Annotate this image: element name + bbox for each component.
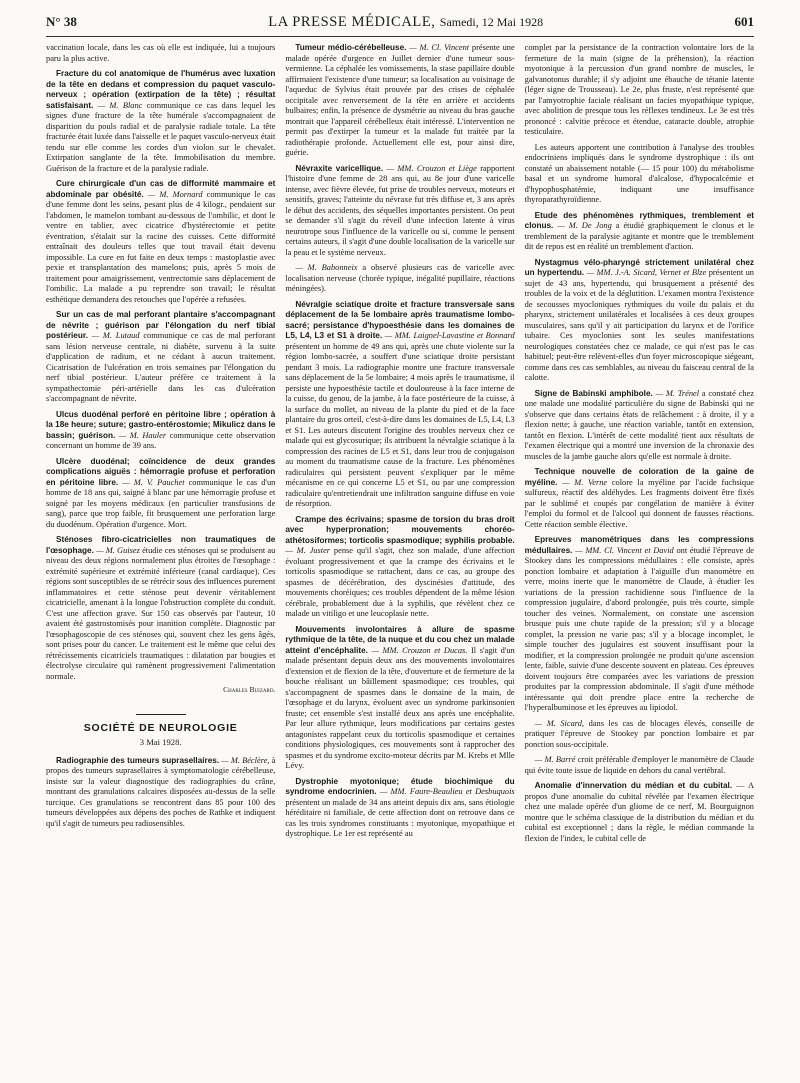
article-entry bbox=[525, 755, 754, 776]
article-author: — M. Sicard, bbox=[534, 718, 585, 728]
article-author: — M. Babonneix bbox=[295, 263, 358, 272]
article-entry bbox=[285, 625, 514, 772]
issue-number: N° 38 bbox=[46, 14, 77, 29]
article-title: Cure chirurgicale d'un cas de difformité mammaire et abdominale par obésité. bbox=[46, 179, 276, 199]
article-entry bbox=[285, 777, 514, 840]
article-author: — M. Barré bbox=[534, 755, 576, 764]
article-body: colore la myéline par l'acide fuchsique sulfureux, réactif des aldéhydes. Les fragments doivent être fixés par le sublimé et coupés par congélation de manière à éviter l'emploi du formol et de l'alcool qui donnent de fausses réactions. Cette réaction semble élective. bbox=[524, 477, 754, 529]
article-body: présentent un malade de 34 ans atteint depuis dix ans, sans étiologie héréditaire ni familiale, de cette affection dont on retrouve dans ce cas les trois syndromes constituants : myotonique, myopathique et dystrophique. Le 1er est représenté au bbox=[285, 797, 515, 838]
article-author: — MM. Cl. Vincent et David bbox=[575, 545, 674, 555]
article-entry bbox=[46, 310, 275, 405]
article-body: présentent un homme de 49 ans qui, après une chute violente sur la région lombo-sacrée, a souffert d'une sciatique droite persistant pendant 3 mois. La radiographie montre une fracture transversale sans déplacement de la 5e lombaire; 4 mois après le traumatisme, il persiste une hypoesthésie tactile et douloureuse à la face interne de la cuisse, du genou, de la jambe, à la face postérieure de la cuisse, à la surface du mollet, au niveau de la plante du pied et de la face plantaire du gros orteil, c'est-à-dire dans les domaines de L5, L4, L3 et S1. Les auteurs discutent l'origine des troubles nerveux chez ce malade qui est glycosurique; ils attribuent la névralgie sciatique à la compression des racines de L5 et S1, dans leur trou de conjugaison au moment du traumatisme cause de la fracture. Les phénomènes radiculaires qui persistent peuvent s'expliquer par le même mécanisme en ce qui concerne L5 et S1, ou par une compression radiculaire qu'entretiendrait une infiltration sanguine diffuse en voie de résorption. bbox=[285, 341, 515, 508]
article-entry bbox=[46, 179, 275, 305]
article-title: Névraxite varicellique. bbox=[295, 163, 384, 173]
article-body: dans les cas de blocages élevés, conseille de pratiquer l'épreuve de Stookey par ponction lombaire et par ponction sous-occipitale. bbox=[524, 718, 754, 749]
article-title: Technique nouvelle de coloration de la gaine de myéline. bbox=[524, 467, 754, 487]
article-entry bbox=[525, 781, 754, 844]
article-author: — M. Lutaud bbox=[91, 331, 140, 340]
article-author: — M. Hauler bbox=[118, 430, 167, 440]
report-signature: Charles Buizard. bbox=[223, 685, 276, 694]
article-author: — MM. J.-A. Sicard, Vernet et Blze bbox=[586, 268, 707, 277]
article-author: — M. Mornard bbox=[147, 189, 203, 199]
article-title: Etude des phénomènes rythmiques, tremblement et clonus. bbox=[524, 210, 754, 230]
article-entry bbox=[525, 258, 754, 384]
article-title: Nystagmus vélo-pharyngé strictement unilatéral chez un hypertendu. bbox=[524, 257, 754, 277]
article-title: Sur un cas de mal perforant plantaire s'accompagnant de névrite ; guérison par l'élongation du nerf tibial postérieur. bbox=[46, 310, 276, 340]
article-body: communique ce cas dans lequel les signes d'une fracture de la tête humérale s'accompagnaient de disparition du pouls radial et de paralysie radiale totale. La tête fracturée était luxée dans l'aisselle et le paquet vasculo-nerveux était tendu sur elle comme les cordes d'un violon sur le chevalet. Extirpation sanglante de la tête. Immobilisation du membre. Guérison de la fracture et de la paralysie radiale. bbox=[46, 100, 276, 173]
article-title: Ulcère duodénal; coïncidence de deux grandes complications aiguës : hémorragie profuse et perforation en péritoine libre. bbox=[46, 456, 276, 487]
article-title: Radiographie des tumeurs suprasellaires. bbox=[56, 755, 220, 765]
article-body: a étudié graphiquement le clonus et le tremblement de la paralysie agitante et montre que le tremblement dit de repos est en réalité un tremblement d'action. bbox=[524, 221, 754, 251]
article-body: — A propos d'une anomalie du cubital révélée par l'examen électrique chez une malade opérée d'un gliome de ce nerf, M. Bourguignon montre que le schéma classique de la distribution du médian et du cubital est exceptionnel ; dans la règle, le médian commande la flexion de l'index, le cubital celle de bbox=[524, 781, 754, 843]
article-author: — MM. Crouzon et Liège bbox=[386, 163, 477, 173]
article-body: croit préférable d'employer le manomètre de Claude qui évite toute issue de liquide en dehors du canal vertébral. bbox=[524, 755, 754, 775]
article-body: pense qu'il s'agit, chez son malade, d'une affection évoluant progressivement et que la crampe des écrivains et le torticolis spasmodique se rattachent, dans ce cas, au groupe des spasmes de décérébration, des dyscinésies d'attitude, des mouvements choréiques; ces troubles dépendent de la même lésion cérébrale, probablement due à la syphilis, que révèlent chez ce malade un vitiligo et une leucoplasie nette. bbox=[285, 546, 515, 618]
article-author: — M. Blanc bbox=[97, 100, 143, 110]
article-body: a observé plusieurs cas de varicelle avec localisation nerveuse (chorée typique, inégalité pupillaire, réactions méningées). bbox=[285, 263, 515, 293]
article-entry bbox=[285, 164, 514, 259]
article-author: — M. Cl. Vincent bbox=[409, 43, 470, 52]
article-author: — M. De Jong bbox=[557, 221, 612, 230]
article-author: — M. Verne bbox=[562, 477, 608, 487]
article-entry bbox=[46, 457, 275, 531]
article-title: Tumeur médio-cérébelleuse. bbox=[295, 43, 407, 52]
article-body: à propos des tumeurs suprasellaires à symptomatologie cérébelleuse, insiste sur la valeur diagnostique des radiographies du crâne, montrant des granulations calcaires disposées au-dessus de la selle turcique. Ces granulations se rencontrent dans 85 pour 100 des tumeurs développées aux dépens des poches de Rathke et indiquent qu'il s'agit de tumeurs peu radiosensibles. bbox=[46, 755, 276, 828]
text-columns bbox=[46, 43, 754, 1083]
article-author: — M. V. Pauchet bbox=[122, 477, 185, 487]
article-title: Fracture du col anatomique de l'humérus avec luxation de la tête en dedans et compression du paquet vasculo-nerveux ; opération (extirpation de la tête) ; résultat satisfaisant. bbox=[46, 69, 276, 110]
article-entry bbox=[285, 43, 514, 159]
article-entry bbox=[46, 756, 275, 830]
section-divider bbox=[136, 714, 186, 715]
article-title: Névralgie sciatique droite et fracture transversale sans déplacement de la 5e lombaire après traumatisme lombo-sacré; persistance d'hypoesthésie dans les domaines de L5, L4, L3 et S1 à droite. bbox=[285, 299, 515, 340]
article-author: — MM. Laignel-Lavastine et Bonnard bbox=[384, 331, 515, 340]
article-entry bbox=[285, 515, 514, 620]
article-entry bbox=[285, 263, 514, 295]
column-right bbox=[525, 43, 754, 1083]
journal-name: LA PRESSE MÉDICALE, bbox=[268, 14, 436, 30]
article-author: — M. Juster bbox=[285, 546, 331, 555]
article-body: communique le cas d'un homme de 18 ans qui, saigné à blanc par une hémorragie profuse et soigné par les moyens médicaux (en particulier transfusions de sang), parce que trop faible, fit brusquement une perforation large du duodénum. Opération d'urgence. Mort. bbox=[46, 477, 276, 529]
article-author: — M. Trénel bbox=[655, 388, 700, 398]
article-body: présente une malade opérée d'urgence en Juillet dernier d'une tumeur sous-vermienne. La céphalée les vomissements, la stase papillaire double affirmaient l'existence d'une tumeur; sa localisation au voisinage de l'aqueduc de Sylvius était prouvée par des crises de céphalée occipitale avec renversement de la tête en arrière et accidents bulbaires; enfin, la présence de dysmétrie au niveau du bras gauche montrait que l'appareil cérébelleux était intéressé. L'intervention ne permit pas d'extirper la tumeur et la malade fut traitée par la radiothérapie profonde. Actuellement elle est, pour ainsi dire, guérie. bbox=[285, 43, 515, 157]
running-header bbox=[46, 14, 754, 37]
article-author: — M. Béclère, bbox=[221, 755, 270, 765]
paragraph: vaccination locale, dans les cas où elle est indiquée, lui a toujours paru la plus active. bbox=[46, 43, 276, 63]
article-entry bbox=[525, 211, 754, 253]
article-entry bbox=[525, 719, 754, 751]
article-title: Anomalie d'innervation du médian et du cubital. bbox=[534, 781, 733, 790]
article-title: Crampe des écrivains; spasme de torsion du bras droit avec hyperpronation; mouvements choréo-athétosiformes; torticolis spasmodique; syphilis probable. bbox=[285, 514, 515, 545]
article-body: Il s'agit d'un malade présentant depuis deux ans des mouvements involontaires d'extension et de flexion de la tête, d'ouverture et de fermeture de la bouche réalisant un bâillement spasmodique; ces troubles, qui s'accompagnent de spasmes dans le domaine de la main, de l'œsophage et du larynx, évoluent avec un syndrome parkinsonien fruste; cet ensemble s'est installé deux ans après une encéphalite. Par leur allure rythmique, leurs modifications par certains gestes antagonistes rappelant ceux du torticolis spasmodique et certaines conditions physiologiques, ces mouvements sont à rapprocher des spasmes et du syndrome excito-moteur décrits par M. Krebs et Mlle Lévy. bbox=[285, 645, 515, 770]
article-body: présentent un sujet de 43 ans, hypertendu, qui brusquement a présenté des troubles de la voix et de la déglutition. L'examen montra l'existence de secousses myocloniques rythmiques du voile du palais et du pharynx, strictement unilatérales et localisées à ces deux groupes musculaires, sans qu'il y ait participation du larynx et de l'orifice tubaire. Ces myoclonies sont les seules manifestations neurologiques constatées chez ce malade, ce qui n'est pas le cas habituel; peut-être relèvent-elles d'un foyer microscopique siégeant, comme dans ces cas semblables, au niveau du faisceau central de la calotte. bbox=[524, 268, 754, 382]
article-body: communique ce cas de mal perforant sans lésion nerveuse centrale, ni diabète, survenu à la suite d'application de radium, et ne cédant à aucun traitement. Cicatrisation de l'ulcération en trois semaines par l'élongation du nerf tibial postérieur. L'auteur préfère ce traitement à la sympathectomie péri-artérielle dans les cas d'ulcération s'accompagnant de névrite. bbox=[46, 331, 276, 403]
article-entry bbox=[525, 535, 754, 714]
column-left bbox=[46, 43, 275, 1083]
article-entry bbox=[525, 467, 754, 530]
article-entry bbox=[46, 410, 275, 452]
section-title: SOCIÉTÉ DE NEUROLOGIE bbox=[83, 721, 238, 734]
article-title: Signe de Babinski amphibole. bbox=[534, 388, 653, 398]
article-title: Mouvements involontaires à allure de spasme rythmique de la tête, de la nuque et du cou chez un malade atteint d'encéphalite. bbox=[285, 624, 515, 655]
article-title: Epreuves manométriques dans les compressions médullaires. bbox=[524, 535, 754, 555]
article-entry bbox=[285, 300, 514, 510]
article-body: communique cette observation concernant un homme de 39 ans. bbox=[46, 430, 276, 450]
article-body: ont étudié l'épreuve de Stookey dans les compressions médullaires : elle consiste, après ponction lombaire et adaptation à l'aiguille d'un manomètre en verre, moins inerte que le manomètre de Claude, à étudier les variations de la pression rachidienne sous l'influence de la compression jugulaire, d'abord prolongée, puis très courte, simple toucher des veines. Normalement, on constate une ascension brusque puis une chute rapide de la pression; s'il y a blocage complet, la pression ne varie pas; s'il y a blocage incomplet, le simple toucher des jugulaires est souvent insuffisant pour la modifier, et la compression prolongée ne produit qu'une ascension lente, faible, suivie d'une descente souvent en plateau. Ces épreuves doivent toujours être comparées avec les variations de pression produites par la compression abdominale. Il s'agit d'une méthode intéressante qui doit prendre place entre la recherche de l'hyperalbuminose et les épreuves au lipiodol. bbox=[524, 545, 754, 712]
article-entry bbox=[525, 389, 754, 463]
article-entry bbox=[46, 535, 275, 682]
journal-title-line bbox=[268, 14, 543, 31]
article-author: — MM. Faure-Beaulieu et Desbuquois bbox=[379, 787, 515, 796]
page-number: 601 bbox=[734, 14, 754, 29]
article-title: Ulcus duodénal perforé en péritoine libre ; opération à la 18e heure; suture; gastro-entérostomie; Mikulicz dans le bassin; guérison. bbox=[46, 409, 276, 440]
article-author: — M. Guisez bbox=[96, 545, 140, 555]
article-title: Dystrophie myotonique; étude biochimique du syndrome endocrinien. bbox=[285, 776, 515, 796]
column-middle bbox=[285, 43, 514, 1083]
article-body: a constaté chez une malade une modalité particulière du signe de Babinski qui ne s'observe que dans certains états de relâchement : à droite, il y a flexion nette; à gauche, une réaction variable, tantôt en extension, tantôt en flexion. L'intérêt de cette modalité tient aux résultats de l'examen électrique qui a montré une inversion de la chronaxie des muscles de la jambe gauche alors qu'elle est normale à droite. bbox=[524, 388, 754, 461]
article-title: Sténoses fibro-cicatricielles non traumatiques de l'œsophage. bbox=[46, 535, 276, 555]
article-body: rapportent l'histoire d'une femme de 28 ans qui, au 8e jour d'une varicelle intense, avec fièvre élevée, fut prise de troubles nerveux, moteurs et sensitifs, graves; l'atteinte du névraxe fut très diffuse et, 3 ans après le début des accidents, des séquelles importantes persistent. On peut se demander s'il s'agit du réveil d'une infection latente à virus neurotrope sous l'influence de la varicelle ou si, comme le pensent certains auteurs, il s'agit d'une double localisation de la varicelle sur la peau et le système nerveux. bbox=[285, 163, 515, 257]
issue-date: Samedi, 12 Mai 1928 bbox=[439, 15, 544, 29]
article-entry bbox=[46, 69, 275, 174]
article-body: communique le cas d'une femme dont les seins, pesant plus de 4 kilogr., pendaient sur l'abdomen, le mamelon tombant au-dessous de l'ombilic, et dont le ventre en tablier, avec cicatrice d'hystérectomie et petite éventration, s'étalait sur la racine des cuisses. Cette difformité entraînait des douleurs telles que tout travail était devenu impossible. La cure en fut faite en deux temps : mastoplastie avec pexie et transplantation des mamelons; puis, après 5 mois de traitement pour amaigrissement, ventrectomie sans déplacement de l'ombilic. La malade a pu reprendre son travail; le résultat esthétique demandera des retouches que l'opérée a refusées. bbox=[46, 189, 276, 304]
paragraph: Les auteurs apportent une contribution à l'analyse des troubles endocriniens impliqués dans le syndrome dystrophique : ils ont constaté un abaissement notable (— 15 pour 100) du métabolisme basal et un syndrome humoral d'alcalose, d'hypocalcémie et d'hypophosphatémie, indiquant une insuffisance thyroparathyroïdienne. bbox=[524, 142, 754, 204]
article-body: étudie ces sténoses qui se produisent au niveau des deux régions normalement plus étroites de l'œsophage : extrémité supérieure et extrémité inférieure (canal cardiaque). Ces régions sont susceptibles de se rétrécir sous des influences purement inflammatoires et cette sténose peut devenir véritablement cicatricielle, amenant à la longue l'obstruction complète du conduit. C'est une affection grave. Sur 150 cas observés par l'auteur, 10 avaient été gastrostomisés pour inanition complète. Diagnostic par l'œsophagoscopie de ces sténoses qui, souvent chez les gens âgés, sont prises pour du cancer. Le traitement est le même que celui des rétrécissements cicatriciels traumatiques : dilatation par bougies et électrolyse circulaire qui ramènent progressivement l'alimentation normale. bbox=[46, 545, 276, 681]
article-author: — MM. Crouzon et Ducas. bbox=[371, 645, 468, 655]
section-date: 3 Mai 1928. bbox=[139, 737, 182, 747]
paragraph: complet par la persistance de la contraction volontaire lors de la fermeture de la main (signe de la préhension), la réaction myotonique à la percussion d'un grand nombre de muscles, le galvanotonus durable; il s'y adjoint une ébauche de tétanie latente (léger signe de Trousseau). Le 2e, plus fruste, n'est représenté que par l'amyotrophie faciale réalisant un facies myopathique typique, avec abolition de presque tous les réflexes tendineux. Le 3e est très prononcé : calvitie précoce et étendue, cataracte double, atrophie testiculaire. bbox=[524, 43, 754, 136]
